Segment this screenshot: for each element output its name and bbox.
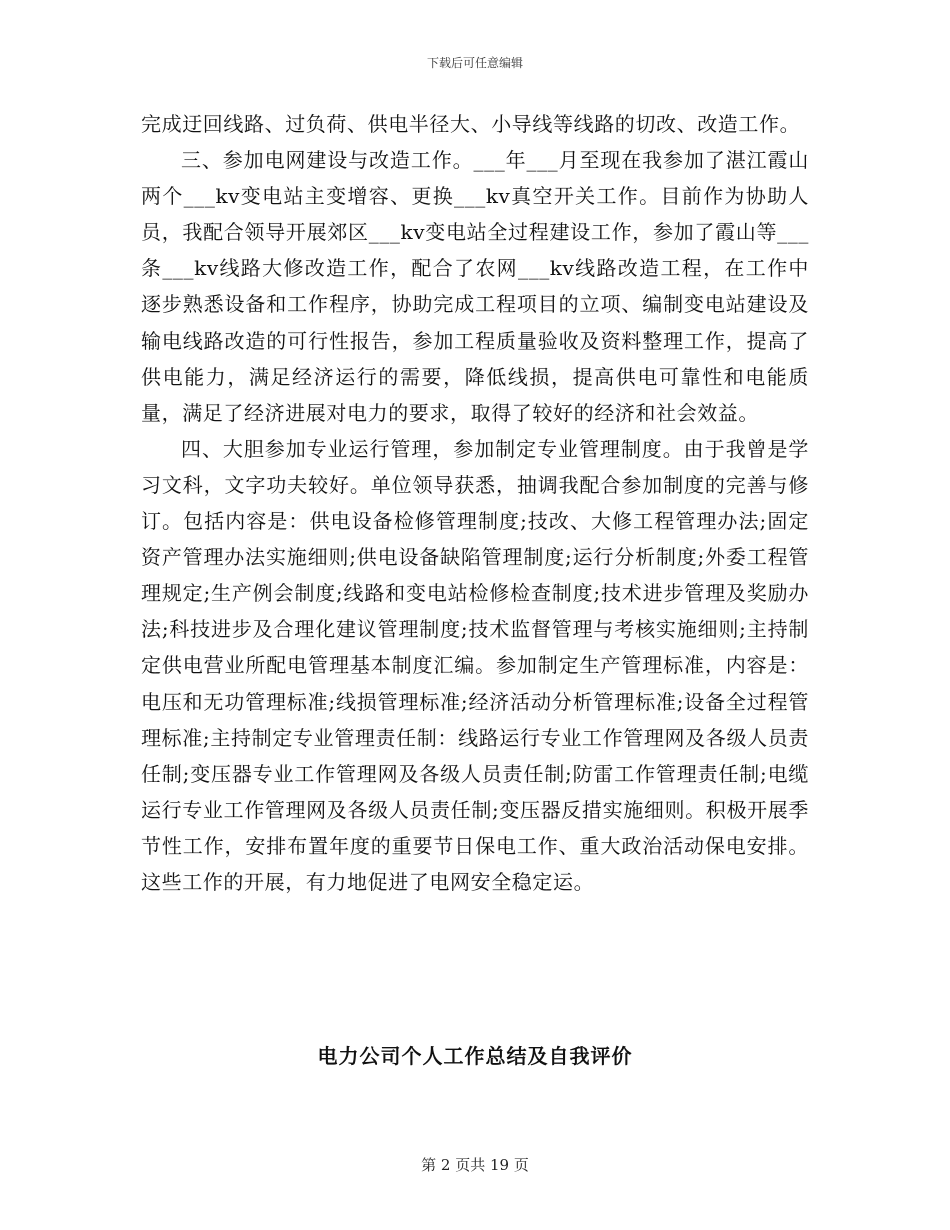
document-body: [141, 106, 809, 900]
section-heading: 电力公司个人工作总结及自我评价: [317, 1044, 633, 1068]
page-header-note: 下载后可任意编辑: [426, 56, 523, 70]
paragraph-grid-construction: 三、参加电网建设与改造工作。___年___月至现在我参加了湛江霞山两个___kv变电站主变增容、更换___kv真空开关工作。目前作为协助人员，我配合领导开展郊区___kv变电站全过程建设工作，参加了霞山等___条___kv线路大修改造工作，配合了农网___kv线路改造工程，在工作中逐步熟悉设备和工作程序，协助完成工程项目的立项、编制变电站建设及输电线路改造的可行性报告，参加工程质量验收及资料整理工作，提高了供电能力，满足经济运行的需要，降低线损，提高供电可靠性和电能质量，满足了经济进展对电力的要求，取得了较好的经济和社会效益。: [141, 148, 809, 425]
paragraph-continuation: 完成迂回线路、过负荷、供电半径大、小导线等线路的切改、改造工作。: [141, 112, 801, 136]
paragraph-management-systems: 四、大胆参加专业运行管理，参加制定专业管理制度。由于我曾是学习文科，文字功夫较好。单位领导获悉，抽调我配合参加制度的完善与修订。包括内容是：供电设备检修管理制度;技改、大修工程管理办法;固定资产管理办法实施细则;供电设备缺陷管理制度;运行分析制度;外委工程管理规定;生产例会制度;线路和变电站检修检查制度;技术进步管理及奖励办法;科技进步及合理化建议管理制度;技术监督管理与考核实施细则;主持制定供电营业所配电管理基本制度汇编。参加制定生产管理标准，内容是：电压和无功管理标准;线损管理标准;经济活动分析管理标准;设备全过程管理标准;主持制定专业管理责任制：线路运行专业工作管理网及各级人员责任制;变压器专业工作管理网及各级人员责任制;防雷工作管理责任制;电缆运行专业工作管理网及各级人员责任制;变压器反措实施细则。积极开展季节性工作，安排布置年度的重要节日保电工作、重大政治活动保电安排。这些工作的开展，有力地促进了电网安全稳定运。: [141, 436, 809, 894]
page-number: 第 2 页共 19 页: [421, 1156, 529, 1174]
